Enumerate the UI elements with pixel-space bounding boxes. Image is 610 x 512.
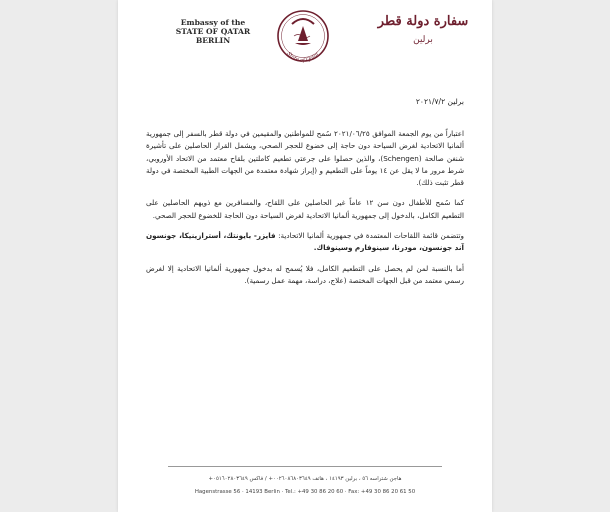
- vaccines-intro: وتتضمن قائمة اللقاحات المعتمدة في جمهورية ألمانيا الاتحادية:: [278, 231, 464, 241]
- paragraph-3: [146, 230, 464, 255]
- embassy-line-3: BERLIN: [195, 36, 231, 45]
- vaccines-list: فايزر- بايونتك، أسترازينيكا، جونسون آند جونسون، مودرنا، سينوفارم وسينوفاك.: [146, 231, 464, 253]
- paragraph-1: اعتباراً من يوم الجمعة الموافق ٢٠٢١/٠٦/٢٥ سُمح للمواطنين والمقيمين في دولة قطر بالسفر إلى جمهورية ألمانيا الاتحادية لغرض السياحة دون حاجة إلى خضوع للحجر الصحي، ويشمل القرار الحاصلين على تأشيرة شنغن صالحة (Schengen)، والذين حصلوا على جرعتي تطعيم كاملتين بلقاح معتمد من الاتحاد الأوروبي، شرط مرور ما لا يقل عن ١٤ يوماً على التطعيم و (إبراز شهادة معتمدة من الجهات الطبية المختصة في دولة قطر تثبت ذلك).: [146, 129, 464, 188]
- embassy-name-arabic: [373, 14, 473, 45]
- paragraph-4: أما بالنسبة لمن لم يحصل على التطعيم الكامل، فلا يُسمح له بدخول جمهورية ألمانيا الاتحادية إلا لغرض رسمي معتمد من قبل الجهات المختصة (علاج، دراسة، مهمة عمل رسمية).: [146, 263, 464, 285]
- footer-divider: [168, 466, 442, 467]
- embassy-title-arabic: سفارة دولة قطر: [377, 14, 469, 29]
- footer-address-arabic: هاجن شتراسه ٥٦ ، برلين ١٤١٩٣ ، هاتف ٠٠٢٦٠٨٦٨٠٣٦٤٩+ / فاكس ٠٥١٦٠٢٨٠٣٦٤٩+: [208, 476, 402, 482]
- embassy-line-1: Embassy of the: [180, 18, 246, 27]
- letter-date: برلين ٢٠٢١/٧/٢: [415, 97, 464, 106]
- state-of-qatar-emblem: [274, 8, 332, 64]
- embassy-city-arabic: برلين: [413, 35, 433, 45]
- document-page: [118, 0, 492, 512]
- embassy-name-english: [148, 18, 278, 45]
- embassy-line-2: STATE OF QATAR: [175, 27, 251, 36]
- paragraph-2: كما سُمح للأطفال دون سن ١٢ عاماً غير الحاصلين على اللقاح، والمسافرين مع ذويهم الحاصلين على التطعيم الكامل، بالدخول إلى جمهورية ألمانيا الاتحادية لغرض السياحة دون الحاجة للخضوع للحجر الصحي.: [146, 198, 464, 220]
- emblem-text: State of Qatar: [285, 50, 321, 64]
- letter-body: [146, 128, 464, 295]
- footer-address-latin: Hagenstrasse 56 · 14193 Berlin · Tel.: +49 30 86 20 60 · Fax: +49 30 86 20 61 50: [194, 489, 416, 495]
